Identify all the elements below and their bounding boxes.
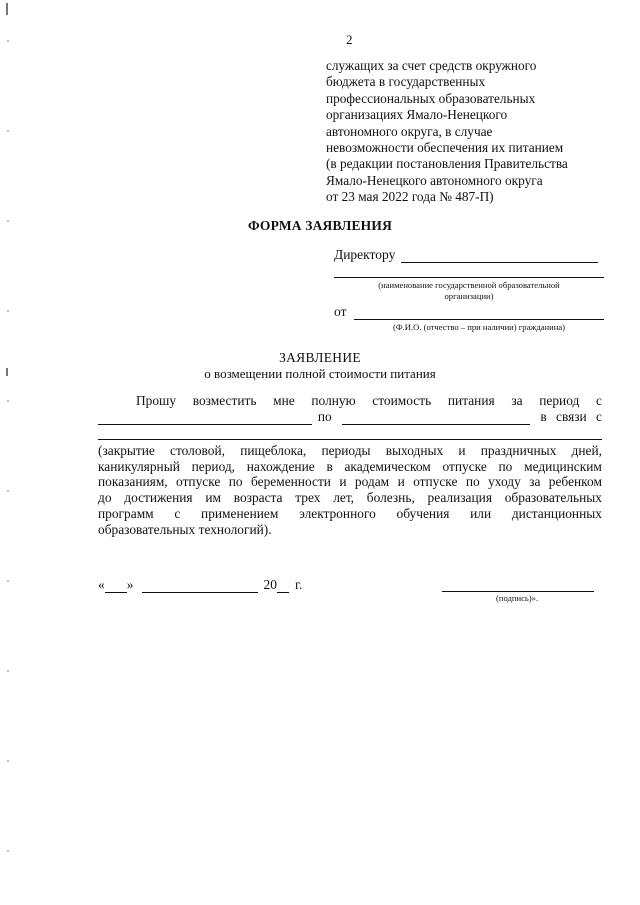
period-row [98,409,602,425]
word: показаниям, [98,474,168,490]
word: период, [191,458,236,474]
request-line [98,393,602,409]
signature-block [98,577,602,617]
quote-open: « [98,577,105,592]
header-line: организациях Ямало-Ненецкого [326,107,508,123]
signature-field[interactable] [442,577,594,592]
word: реализация [427,490,492,506]
date-row [98,577,302,593]
word: и [397,474,405,490]
year-suffix: г. [295,577,303,592]
form-title: ФОРМА ЗАЯВЛЕНИЯ [247,218,393,233]
header-line: невозможности обеспечения их питанием [326,140,564,156]
reason-label: в связи с [540,409,602,424]
statement-body [98,393,602,538]
signature-hint: (подпись)». [496,593,539,603]
word: отпуске [413,474,458,490]
word: (закрытие [98,442,155,458]
word: им [205,490,221,506]
word: отпуске [176,474,221,490]
word: обучения [396,505,450,521]
header-line: бюджета в государственных [326,74,486,90]
fio-hint: (Ф.И.О. (отчество – при наличии) гражданина) [392,322,566,332]
header-line: (в редакции постановления Правительства [326,156,568,172]
reasons-line [98,490,602,506]
header-line: профессиональных образовательных [326,90,536,106]
from-row [334,302,604,320]
reasons-line [98,443,602,459]
word: питания [447,393,495,408]
reasons-last-line: образовательных технологий). [98,521,272,537]
word: программ [98,505,154,521]
word: период [539,393,580,408]
word: лет, [333,490,355,506]
statement-subtitle: о возмещении полной стоимости питания [204,366,436,381]
word: стоимость [372,393,432,408]
organization-hint [334,280,604,301]
reasons-line [98,474,602,490]
reason-field[interactable] [98,425,602,440]
director-label: Директору [334,247,396,262]
word: и [339,474,347,490]
organization-name-field[interactable] [334,265,604,278]
word: пищеблока, [240,442,307,458]
word: с [596,393,602,408]
scan-edge-marks [7,0,9,905]
word: по [498,458,513,474]
word: праздничных [480,442,557,458]
word: уходу [488,474,521,490]
organization-hint-line: (наименование государственной образовательной [378,280,560,290]
word: отпуске [442,458,487,474]
director-row [334,245,604,263]
quote-close: » [126,577,134,592]
period-start-field[interactable] [98,412,312,425]
word: ребенком [548,474,602,490]
year-field[interactable] [277,580,289,593]
day-field[interactable] [105,580,127,593]
word: возраста [233,490,283,506]
word: достижения [124,490,193,506]
word: родам [354,474,390,490]
word: электронного [299,505,376,521]
period-to-label: по [317,409,332,424]
word: периоды [321,442,371,458]
word: за [511,393,523,408]
word: и [458,442,466,458]
reasons-line [98,506,602,522]
word: возместить [192,393,257,408]
word: полную [311,393,356,408]
director-name-field[interactable] [401,249,598,263]
word: образовательных [504,490,602,506]
year-prefix: 20 [263,577,277,592]
addressee-block [334,245,604,333]
header-line: автономного округа, в случае [326,123,493,139]
word: по [465,474,480,490]
word: применением [201,505,279,521]
word: или [470,505,492,521]
word: выходных [385,442,444,458]
word: нахождение [246,458,315,474]
scan-mark [6,3,8,15]
document-header-block [326,58,616,206]
word: медицинским [524,458,602,474]
page-number: 2 [346,32,353,47]
from-label: от [334,304,347,319]
reasons-line [98,459,602,475]
statement-title: ЗАЯВЛЕНИЕ [279,350,361,365]
word: Прошу [136,393,177,408]
header-line: от 23 мая 2022 года № 487-П) [326,189,494,205]
period-end-field[interactable] [342,412,531,425]
word: дней, [571,442,602,458]
word: по [228,474,243,490]
word: трех [295,490,321,506]
word: мне [273,393,295,408]
header-line: служащих за счет средств окружного [326,58,537,73]
word: до [98,490,112,506]
word: беременности [251,474,331,490]
organization-hint-line: организации) [444,290,494,301]
word: в [326,458,333,474]
word: академическом [344,458,431,474]
word: с [174,505,181,521]
word: дистанционных [511,505,602,521]
applicant-name-field[interactable] [354,306,604,320]
word: за [529,474,541,490]
word: болезнь, [366,490,415,506]
header-line: Ямало-Ненецкого автономного округа [326,172,543,188]
word: столовой, [170,442,226,458]
month-field[interactable] [142,580,258,593]
word: каникулярный [98,458,180,474]
